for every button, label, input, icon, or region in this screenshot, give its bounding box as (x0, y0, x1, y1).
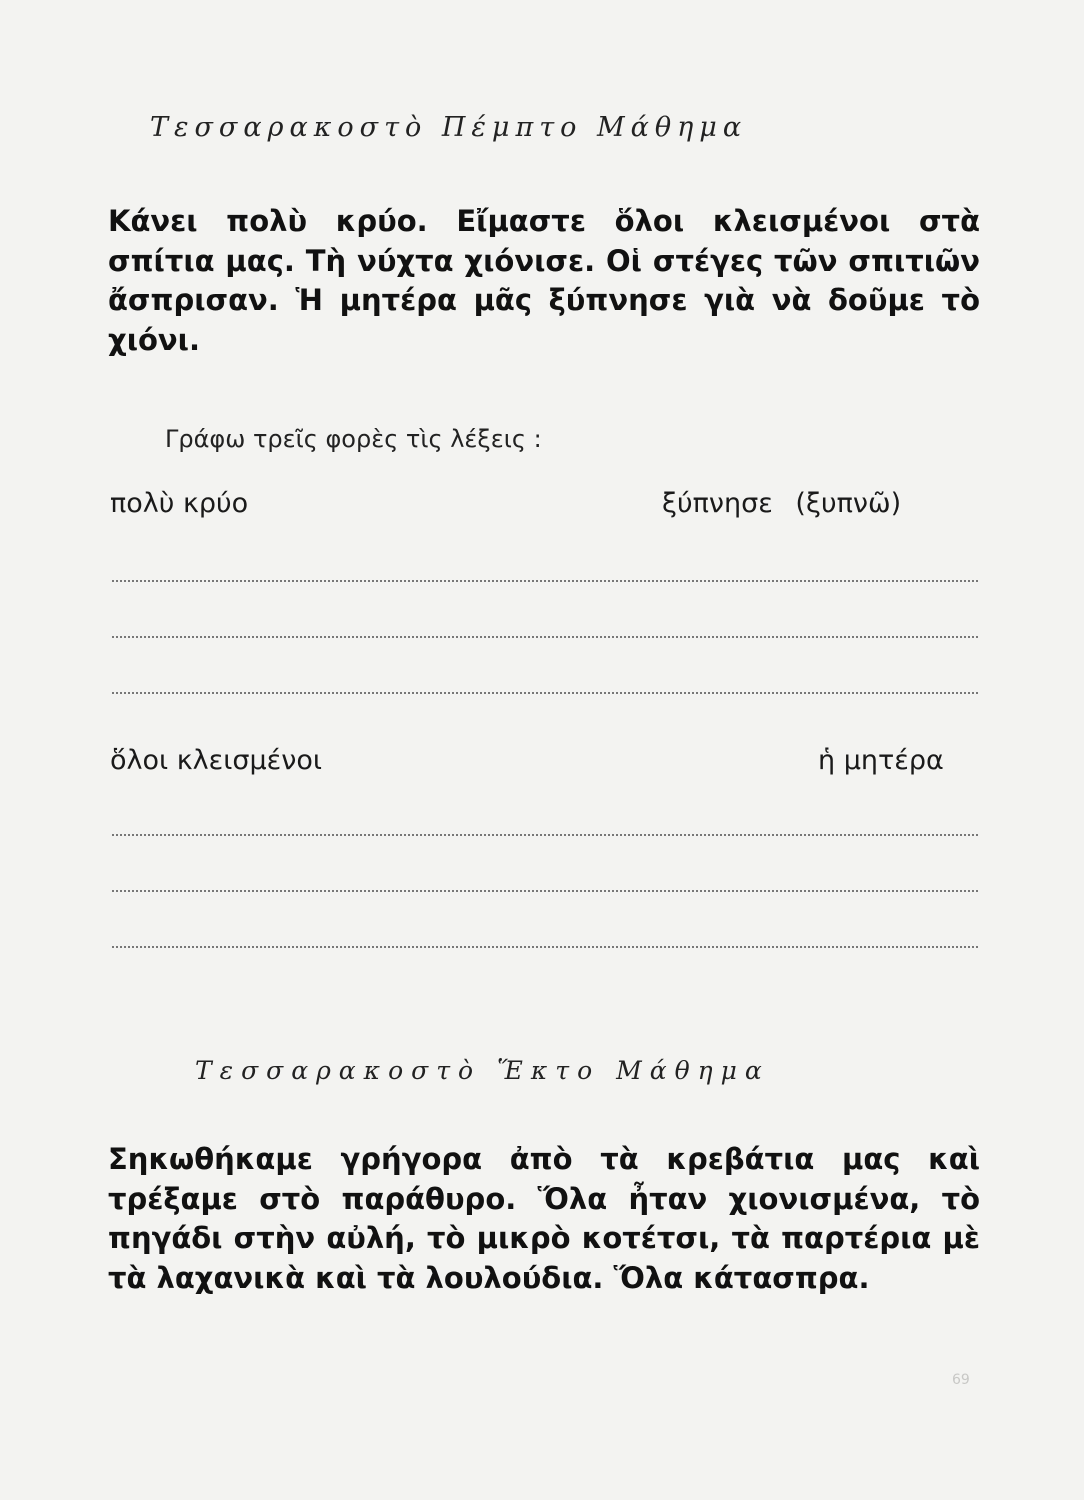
writing-line-3[interactable] (112, 692, 978, 694)
lesson-46-text: Σηκωθήκαμε γρήγορα ἀπὸ τὰ κρεβάτια μας καὶ τρέξαμε στὸ παράθυρο. Ὅλα ἦταν χιονισμένα, τὸ πηγάδι στὴν αὐλή, τὸ μικρὸ κοτέτσι, τὰ παρτέρια μὲ τὰ λαχανικὰ καὶ τὰ λουλούδια. Ὅλα κάτασπρα. (108, 1142, 980, 1295)
word-poly-kryo: πολὺ κρύο (110, 488, 249, 519)
lesson-46-title: Τεσσαρακοστὸ Ἕκτο Μάθημα (195, 1056, 770, 1085)
writing-line-1[interactable] (112, 580, 978, 582)
word-oloi-kleismenoi: ὅλοι κλεισμένοι (110, 745, 322, 776)
writing-line-2[interactable] (112, 636, 978, 638)
writing-line-6[interactable] (112, 946, 978, 948)
word-xypnise: ξύπνησε (ξυπνῶ) (662, 488, 902, 519)
writing-line-5[interactable] (112, 890, 978, 892)
page-number: 69 (952, 1372, 970, 1388)
writing-line-4[interactable] (112, 834, 978, 836)
copy-instruction: Γράφω τρεῖς φορὲς τὶς λέξεις : (165, 425, 542, 453)
lesson-45-text: Κάνει πολὺ κρύο. Εἴμαστε ὅλοι κλεισμένοι στὰ σπίτια μας. Τὴ νύχτα χιόνισε. Οἱ στέγες τῶν σπιτιῶν ἄσπρισαν. Ἡ μητέρα μᾶς ξύπνησε γιὰ νὰ δοῦμε τὸ χιόνι. (108, 204, 980, 357)
word-i-mitera: ἡ μητέρα (818, 745, 944, 776)
lesson-45-title: Τεσσαρακοστὸ Πέμπτο Μάθημα (150, 112, 748, 143)
